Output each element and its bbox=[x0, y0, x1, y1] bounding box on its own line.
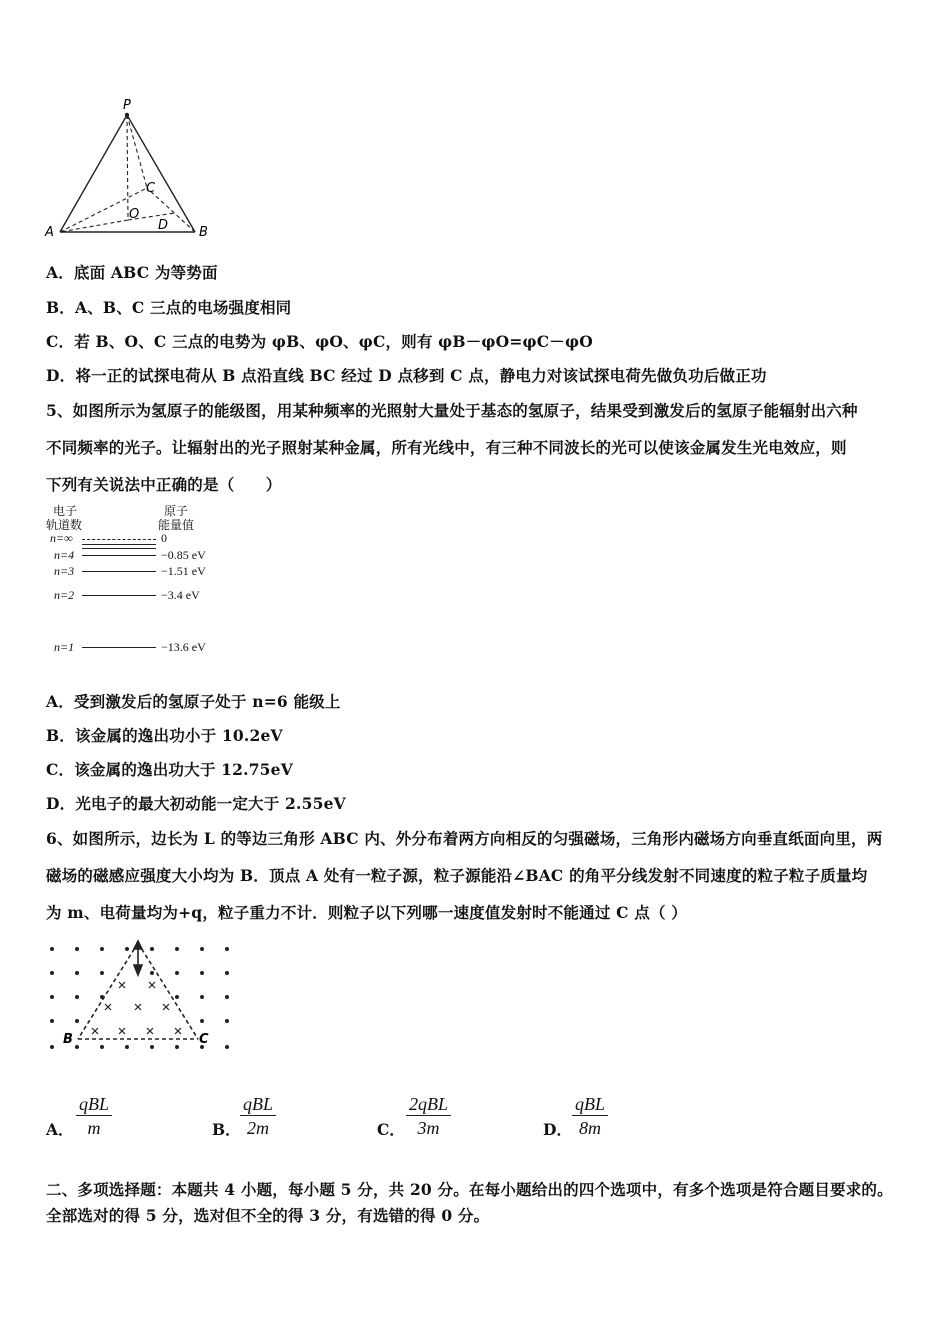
q4-option-c: C．若 B、O、C 三点的电势为 φB、φO、φC，则有 φB－φO=φC－φO bbox=[46, 332, 593, 351]
field-dot bbox=[200, 947, 204, 951]
q6-a-den: m bbox=[87, 1118, 101, 1138]
field-dot bbox=[175, 971, 179, 975]
field-cross bbox=[135, 1004, 141, 1010]
label-O: O bbox=[129, 207, 140, 222]
q5-stem-line-1: 5、如图所示为氢原子的能级图，用某种频率的光照射大量处于基态的氢原子，结果受到激发后的氢原子能辐射出六种 bbox=[46, 401, 858, 420]
q6-option-d-label: D． bbox=[543, 1120, 572, 1139]
field-dot bbox=[100, 947, 104, 951]
field-cross bbox=[175, 1028, 181, 1034]
section2-line-2: 全部选对的得 5 分，选对但不全的得 3 分，有选错的得 0 分。 bbox=[46, 1206, 490, 1225]
head-left-2: 轨道数 bbox=[46, 518, 83, 532]
energy-inf: 0 bbox=[161, 531, 167, 545]
field-dot bbox=[125, 947, 129, 951]
level-line-1 bbox=[82, 647, 156, 648]
head-left-1: 电子 bbox=[53, 504, 78, 518]
q6-stem-line-1: 6、如图所示，边长为 L 的等边三角形 ABC 内、外分布着两方向相反的匀强磁场，三角形内磁场方向垂直纸面向里，两 bbox=[46, 829, 883, 848]
field-dot bbox=[50, 971, 54, 975]
field-dot bbox=[200, 971, 204, 975]
magnetic-field-figure bbox=[40, 935, 240, 1060]
q6-option-c-fraction bbox=[406, 1093, 451, 1140]
fig6-label-C: C bbox=[199, 1032, 209, 1047]
field-dot bbox=[200, 1019, 204, 1023]
field-dot bbox=[150, 947, 154, 951]
field-dot bbox=[150, 1045, 154, 1049]
field-dot bbox=[175, 947, 179, 951]
level-line-high-2 bbox=[82, 548, 156, 549]
q4-option-b: B．A、B、C 三点的电场强度相同 bbox=[46, 298, 292, 317]
q6-option-d-fraction bbox=[572, 1093, 608, 1140]
q5-option-d: D．光电子的最大初动能一定大于 2.55eV bbox=[46, 794, 346, 813]
head-right-1: 原子 bbox=[164, 504, 189, 518]
label-B: B bbox=[199, 225, 208, 240]
energy-2: −3.4 eV bbox=[161, 588, 200, 602]
level-n2: n=2 bbox=[54, 588, 75, 602]
field-cross bbox=[119, 1028, 125, 1034]
energy-level-diagram bbox=[44, 502, 244, 662]
q6-option-c-label: C． bbox=[377, 1120, 405, 1139]
field-dot bbox=[75, 1019, 79, 1023]
field-dot bbox=[200, 995, 204, 999]
q6-option-a-label: A． bbox=[46, 1120, 74, 1139]
level-n3: n=3 bbox=[54, 564, 75, 578]
field-dot bbox=[175, 1045, 179, 1049]
label-C: C bbox=[146, 181, 156, 196]
field-dot bbox=[150, 971, 154, 975]
q6-c-num: 2qBL bbox=[406, 1093, 451, 1116]
section2-line-1: 二、多项选择题：本题共 4 小题，每小题 5 分，共 20 分。在每小题给出的四个选项中，有多个选项是符合题目要求的。 bbox=[46, 1180, 893, 1199]
label-P: P bbox=[123, 98, 131, 113]
q6-b-den: 2m bbox=[247, 1118, 269, 1138]
q5-stem-line-2: 不同频率的光子。让辐射出的光子照射某种金属，所有光线中，有三种不同波长的光可以使该金属发生光电效应，则 bbox=[46, 438, 847, 457]
q6-option-a-fraction bbox=[76, 1093, 112, 1140]
level-line-2 bbox=[82, 595, 156, 596]
level-line-inf bbox=[82, 539, 156, 540]
field-dot bbox=[125, 1045, 129, 1049]
q5-stem-line-3: 下列有关说法中正确的是（ ） bbox=[46, 475, 282, 494]
level-line-high-1 bbox=[82, 544, 156, 545]
field-dot bbox=[50, 995, 54, 999]
q6-d-num: qBL bbox=[572, 1093, 608, 1116]
field-dot bbox=[75, 947, 79, 951]
field-dot bbox=[225, 971, 229, 975]
q6-a-num: qBL bbox=[76, 1093, 112, 1116]
q6-option-b-fraction bbox=[240, 1093, 276, 1140]
energy-3: −1.51 eV bbox=[161, 564, 206, 578]
q4-option-a: A．底面 ABC 为等势面 bbox=[46, 263, 218, 282]
field-dot bbox=[100, 1045, 104, 1049]
level-n4: n=4 bbox=[54, 548, 75, 562]
q5-option-b: B．该金属的逸出功小于 10.2eV bbox=[46, 726, 283, 745]
field-cross bbox=[105, 1004, 111, 1010]
field-cross bbox=[149, 982, 155, 988]
energy-1: −13.6 eV bbox=[161, 640, 206, 654]
q6-c-den: 3m bbox=[417, 1118, 440, 1138]
q6-stem-line-2: 磁场的磁感应强度大小均为 B．顶点 A 处有一粒子源，粒子源能沿∠BAC 的角平分线发射不同速度的粒子粒子质量均 bbox=[46, 866, 868, 885]
field-dot bbox=[75, 995, 79, 999]
tetrahedron-figure bbox=[40, 95, 220, 245]
q6-d-den: 8m bbox=[579, 1118, 601, 1138]
label-A: A bbox=[45, 225, 54, 240]
q6-b-num: qBL bbox=[240, 1093, 276, 1116]
field-dot bbox=[75, 1045, 79, 1049]
head-right-2: 能量值 bbox=[158, 518, 195, 532]
level-line-3 bbox=[82, 571, 156, 572]
field-dot bbox=[225, 947, 229, 951]
label-D: D bbox=[158, 218, 169, 233]
field-cross bbox=[147, 1028, 153, 1034]
field-dot bbox=[100, 971, 104, 975]
field-cross bbox=[163, 1004, 169, 1010]
field-dot bbox=[225, 1045, 229, 1049]
q6-stem-line-3: 为 m、电荷量均为+q，粒子重力不计．则粒子以下列哪一速度值发射时不能通过 C 点（ ） bbox=[46, 903, 687, 922]
field-dot bbox=[50, 1019, 54, 1023]
level-line-4 bbox=[82, 555, 156, 556]
energy-4: −0.85 eV bbox=[161, 548, 206, 562]
field-dot bbox=[75, 971, 79, 975]
q4-option-d: D．将一正的试探电荷从 B 点沿直线 BC 经过 D 点移到 C 点，静电力对该试探电荷先做负功后做正功 bbox=[46, 366, 767, 385]
level-n1: n=1 bbox=[54, 640, 75, 654]
field-dot bbox=[225, 995, 229, 999]
field-dot bbox=[225, 1019, 229, 1023]
level-n-inf: n=∞ bbox=[50, 531, 73, 545]
field-dot bbox=[175, 995, 179, 999]
q5-option-a: A．受到激发后的氢原子处于 n=6 能级上 bbox=[46, 692, 341, 711]
fig6-label-B: B bbox=[63, 1032, 73, 1047]
field-cross bbox=[92, 1028, 98, 1034]
field-dot bbox=[50, 947, 54, 951]
q5-option-c: C．该金属的逸出功大于 12.75eV bbox=[46, 760, 293, 779]
field-cross bbox=[119, 982, 125, 988]
q6-option-b-label: B． bbox=[212, 1120, 241, 1139]
field-dot bbox=[50, 1045, 54, 1049]
